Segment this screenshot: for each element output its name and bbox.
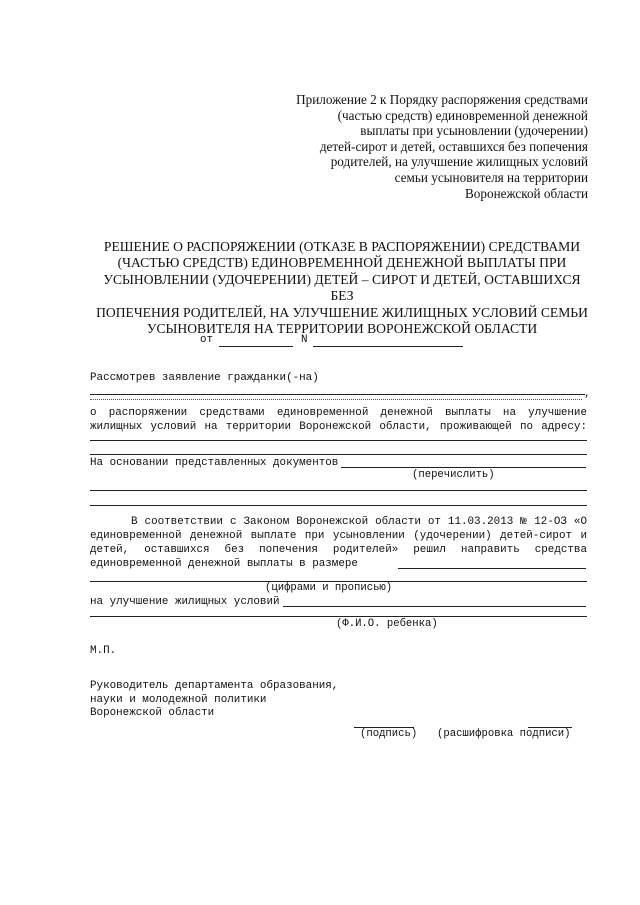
housing-purpose-label: на улучшение жилищных условий <box>90 596 280 608</box>
title-line: РЕШЕНИЕ О РАСПОРЯЖЕНИИ (ОТКАЗЕ В РАСПОРЯЖЕНИИ) СРЕДСТВАМИ <box>103 239 581 254</box>
address-blank[interactable] <box>90 440 587 441</box>
title-line: УСЫНОВЛЕНИИ (УДОЧЕРЕНИИ) ДЕТЕЙ – СИРОТ И ДЕТЕЙ, ОСТАВШИХСЯ БЕЗ <box>103 271 581 304</box>
signatory-line: науки и молодежной политики <box>90 693 267 706</box>
documents-blank-3[interactable] <box>90 505 587 506</box>
applicant-name-blank[interactable] <box>90 394 585 395</box>
number-blank[interactable] <box>313 346 463 347</box>
documents-label: На основании представленных документов <box>90 457 339 469</box>
decision-line: единовременной денежной выплаты в размере <box>90 558 358 570</box>
appendix-note <box>288 92 588 201</box>
purpose-line: о распоряжении средствами единовременной денежной выплаты на улучшение <box>90 407 587 419</box>
documents-blank[interactable] <box>341 467 586 468</box>
appendix-line: родителей, на улучшение жилищных условий <box>330 154 588 170</box>
title-line: (ЧАСТЬЮ СРЕДСТВ) ЕДИНОВРЕМЕННОЙ ДЕНЕЖНОЙ ВЫПЛАТЫ ПРИ <box>117 255 567 271</box>
application-label: Рассмотрев заявление гражданки(-на) <box>90 372 319 384</box>
signatory-line: Воронежской области <box>90 707 215 720</box>
child-name-hint: (Ф.И.О. ребенка) <box>336 618 438 630</box>
date-blank[interactable] <box>219 346 293 347</box>
title-line: УСЫНОВИТЕЛЯ НА ТЕРРИТОРИИ ВОРОНЕЖСКОЙ ОБЛАСТИ <box>146 321 538 337</box>
purpose-line: жилищных условий на территории Воронежской области, проживающей по адресу: <box>90 421 587 433</box>
signatory-line: Руководитель департамента образования, <box>90 680 339 692</box>
appendix-line: Приложение 2 к Порядку распоряжения средствами <box>296 92 588 107</box>
appendix-line: детей-сирот и детей, оставшихся без попечения <box>319 138 588 154</box>
child-name-blank[interactable] <box>90 616 587 617</box>
date-from-label: от <box>200 334 214 346</box>
amount-hint: (цифрами и прописью) <box>265 582 393 594</box>
trailing-comma: , <box>584 388 591 400</box>
documents-blank-2[interactable] <box>90 490 587 491</box>
documents-hint: (перечислить) <box>412 469 495 481</box>
signatory-block <box>90 680 338 721</box>
decoding-hint: (расшифровка подписи) <box>437 728 571 740</box>
number-label: N <box>301 334 308 346</box>
signature-hint: (подпись) <box>360 728 418 740</box>
document-title <box>92 239 592 337</box>
title-line: ПОПЕЧЕНИЯ РОДИТЕЛЕЙ, НА УЛУЧШЕНИЕ ЖИЛИЩНЫХ УСЛОВИЙ СЕМЬИ <box>96 304 588 320</box>
seal-mark: М.П. <box>90 645 117 657</box>
decision-line: единовременной денежной выплате при усыновлении (удочерении) детей-сирот и <box>90 530 587 542</box>
appendix-line: Воронежской области <box>465 185 588 201</box>
appendix-line: выплаты при усыновлении (удочерении) <box>360 123 588 139</box>
appendix-line: (частью средств) единовременной денежной <box>337 107 588 123</box>
address-blank-2[interactable] <box>90 454 587 455</box>
decision-line: детей, оставшихся без попечения родителей» решил направить средства <box>90 544 587 556</box>
applicant-name-blank-2 <box>90 399 582 400</box>
decision-line: В соответствии с Законом Воронежской области от 11.03.2013 № 12-ОЗ «О <box>131 516 587 528</box>
appendix-line: семьи усыновителя на территории <box>394 169 588 185</box>
housing-blank[interactable] <box>283 606 586 607</box>
amount-blank[interactable] <box>398 568 586 569</box>
